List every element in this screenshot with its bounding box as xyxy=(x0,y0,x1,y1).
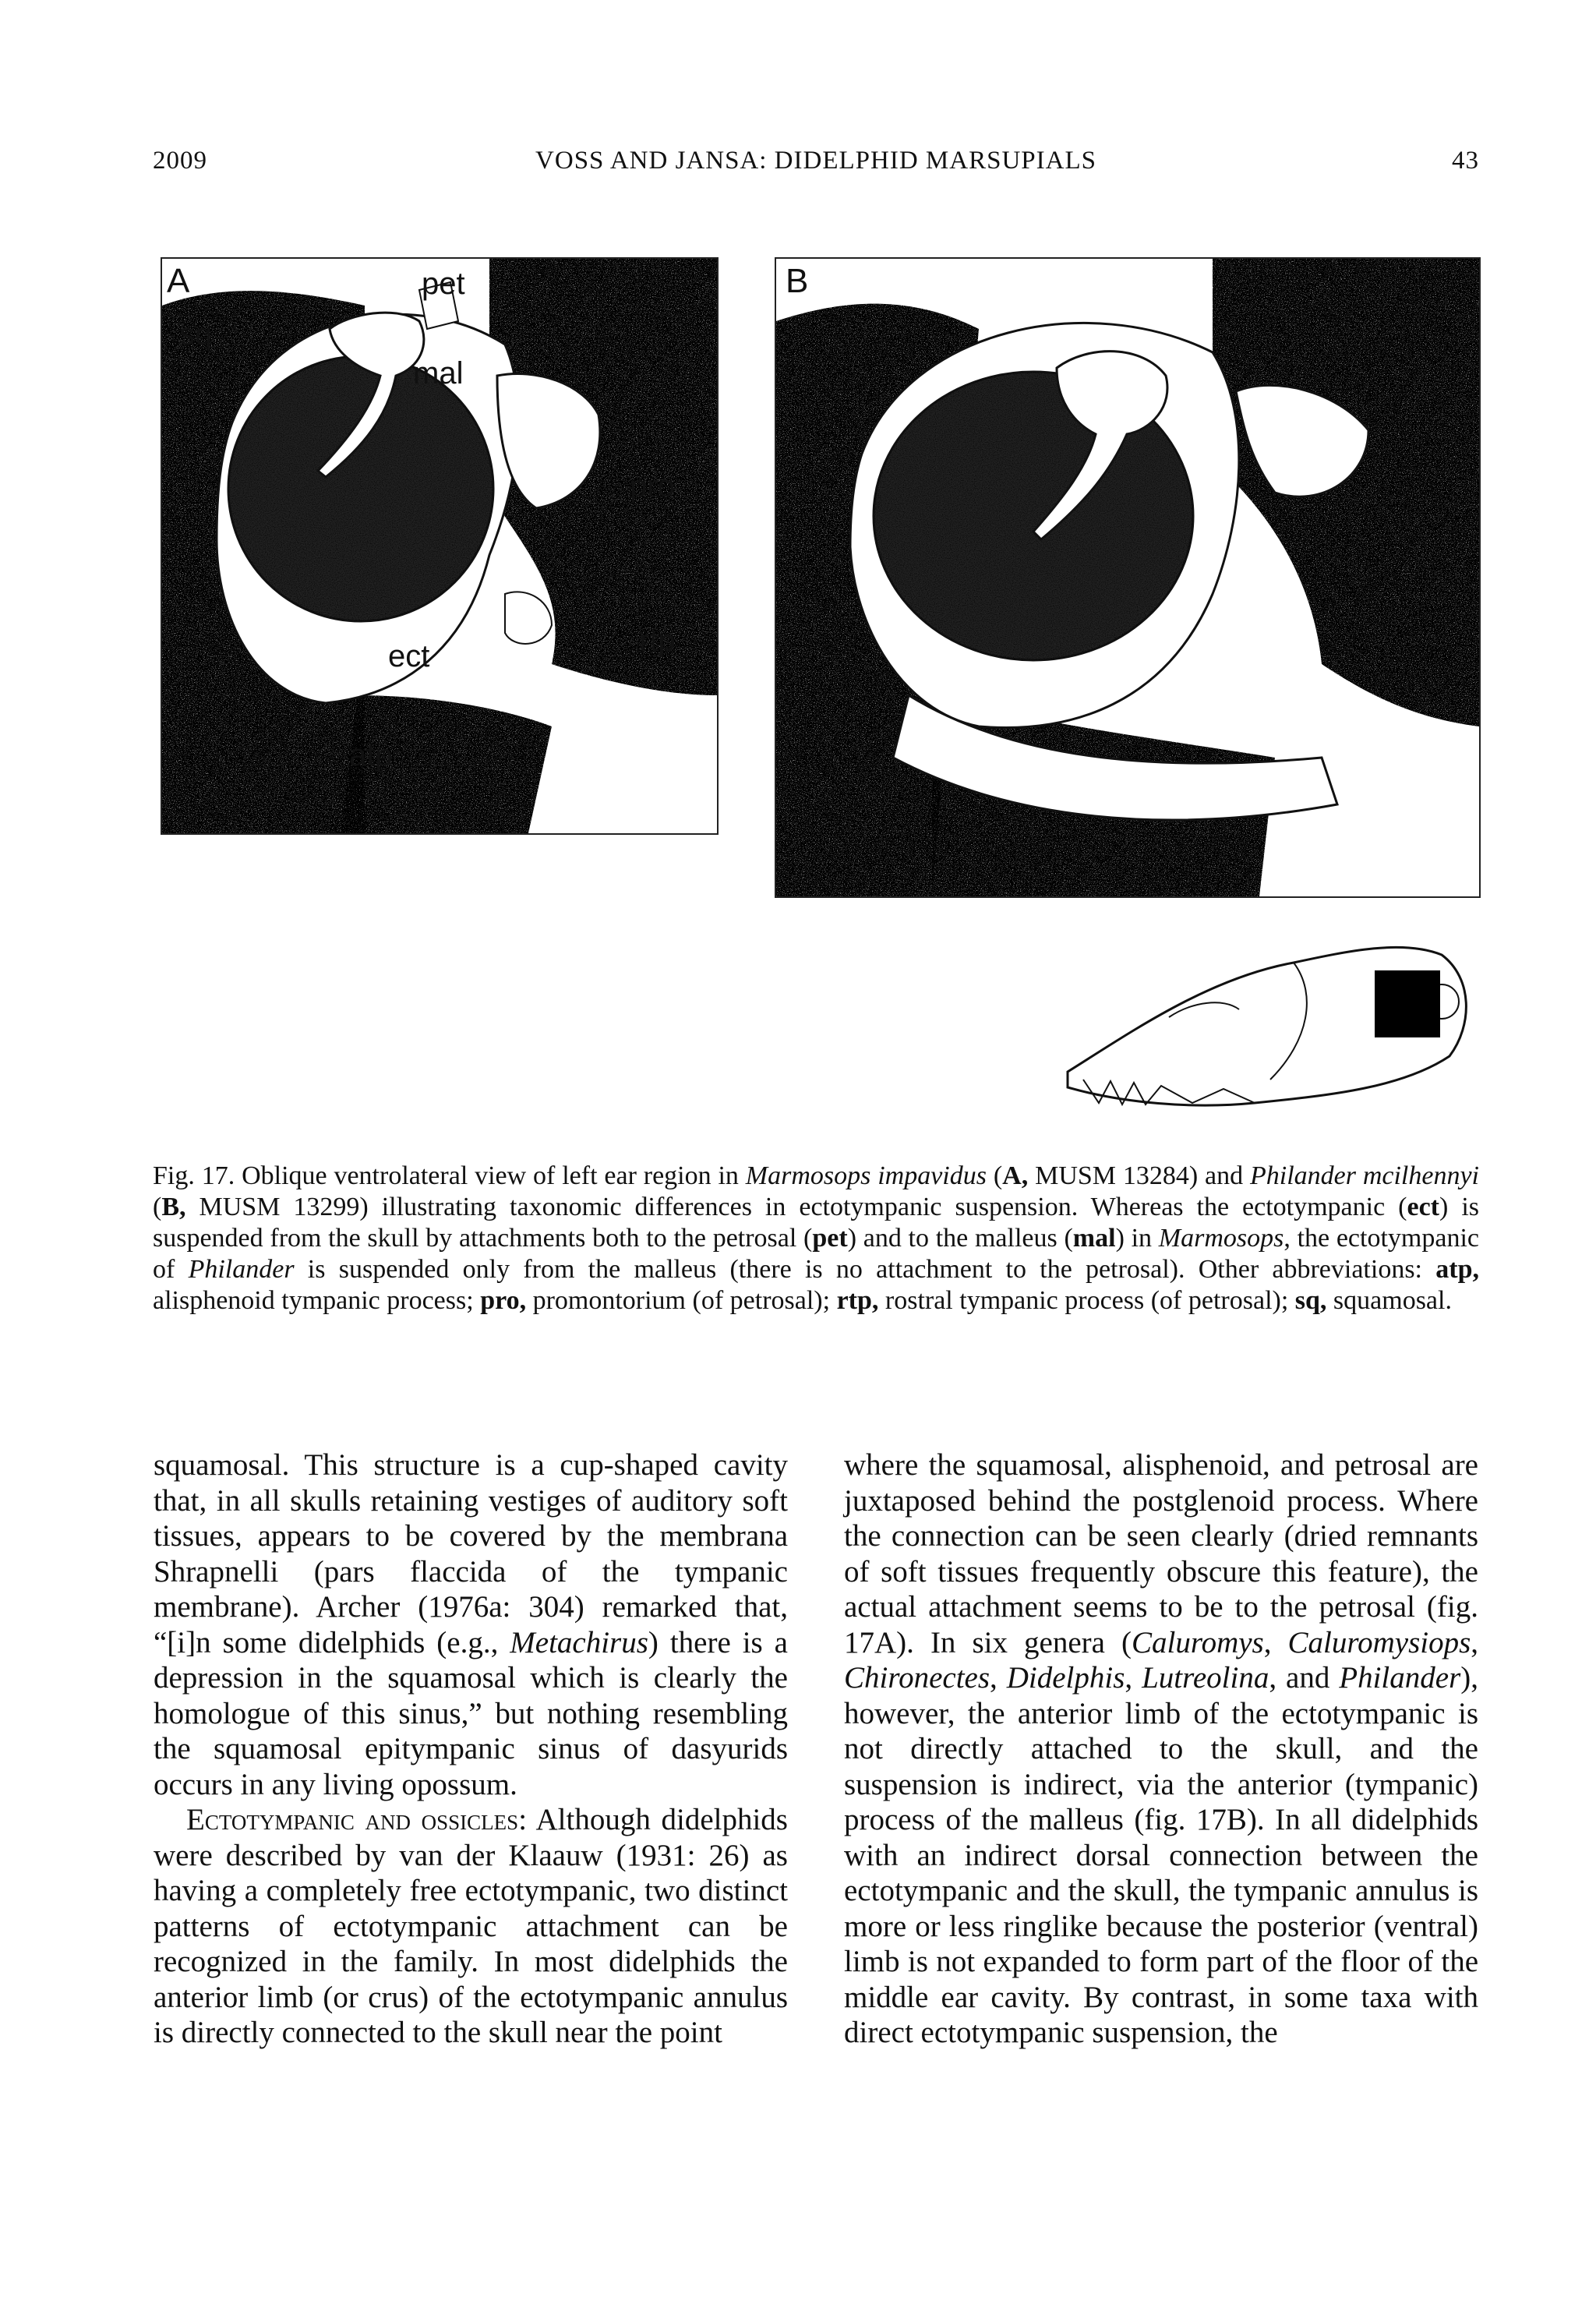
body-text: , and xyxy=(1269,1661,1340,1695)
label-rtp: rtp xyxy=(639,624,676,658)
label-pro: pro xyxy=(630,469,675,504)
caption-text: alisphenoid tympanic process; xyxy=(153,1286,481,1315)
caption-text: ( xyxy=(153,1193,162,1221)
caption-text: Oblique ventrolateral view of left ear region in xyxy=(235,1161,746,1190)
taxon-name: Chironectes xyxy=(844,1661,990,1695)
header-year: 2009 xyxy=(153,147,207,175)
caption-abbrev: mal xyxy=(1072,1224,1116,1253)
skull-orientation-sketch xyxy=(1036,908,1479,1119)
paragraph xyxy=(154,1802,788,2051)
caption-taxon: Philander mcilhennyi xyxy=(1250,1161,1480,1190)
paragraph xyxy=(154,1447,788,1802)
body-text: ), however, the anterior limb of the ectotympanic is not directly attached to the skull, and the suspension is indirect, via the anterior (tympanic) process of the malleus (fig. 17B). In all didelphids with an indirect dorsal connection between the ectotympanic and the skull, the tympanic annulus is more or less ringlike because the posterior (ventral) limb is not expanded to form part of the floor of the middle ear cavity. By contrast, in some taxa with direct ectotympanic suspension, the xyxy=(844,1661,1478,2049)
body-text: ) there is a depression in the squamosal which is clearly the homologue of this sinus,” but nothing resembling the squamosal epitympanic sinus of dasyurids occurs in any living opossum. xyxy=(154,1625,788,1801)
caption-text: promontorium (of petrosal); xyxy=(526,1286,837,1315)
header-page-number: 43 xyxy=(1452,147,1479,175)
caption-abbrev: B, xyxy=(161,1193,186,1221)
taxon-name: Philander xyxy=(1339,1661,1461,1695)
label-atp: atp xyxy=(349,738,393,772)
caption-fig-label: Fig. 17. xyxy=(153,1161,235,1190)
panel-a-drawing xyxy=(162,259,717,833)
region-indicator-box xyxy=(1375,970,1440,1037)
figure-panel-b xyxy=(775,257,1481,898)
panel-b-drawing xyxy=(776,259,1479,896)
body-text: : Although didelphids were described by van der Klaauw (1931: 26) as having a completely free ectotympanic, two distinct patterns of ectotympanic attachment can be recognized in the family. In most didelphids the anterior limb (or crus) of the ectotympanic annulus is directly connected to the skull near the point xyxy=(154,1803,788,2049)
caption-text: ) in xyxy=(1115,1224,1159,1253)
caption-taxon: Marmosops xyxy=(1158,1224,1284,1253)
taxon-name: Metachirus xyxy=(510,1625,648,1659)
caption-text: rostral tympanic process (of petrosal); xyxy=(878,1286,1295,1315)
caption-text: MUSM 13284) and xyxy=(1028,1161,1250,1190)
figure-panel-a xyxy=(161,257,719,835)
paragraph xyxy=(844,1447,1478,2051)
caption-text: ( xyxy=(986,1161,1003,1190)
caption-text: squamosal. xyxy=(1326,1286,1452,1315)
label-mal: mal xyxy=(413,356,464,391)
panel-a-letter: A xyxy=(167,262,190,300)
caption-text: ) and to the malleus ( xyxy=(847,1224,1073,1253)
caption-abbrev: atp, xyxy=(1435,1255,1479,1284)
body-text: squamosal. This structure is a cup-shaped cavity that, in all skulls retaining vestiges of auditory soft tissues, appears to be covered by the membrana Shrapnelli (pars flaccida of the tympanic membrane). Archer (1976a: 304) remarked that, “[i]n some didelphids (e.g., xyxy=(154,1448,788,1659)
running-header xyxy=(153,147,1479,186)
label-ect: ect xyxy=(388,639,430,673)
caption-abbrev: rtp, xyxy=(836,1286,879,1315)
section-heading: Ectotympanic and ossicles xyxy=(186,1803,519,1836)
body-text: , xyxy=(1263,1625,1288,1659)
taxon-name: Didelphis xyxy=(1006,1661,1125,1695)
caption-abbrev: ect xyxy=(1407,1193,1440,1221)
taxon-name: Caluromysiops xyxy=(1287,1625,1471,1659)
caption-abbrev: sq, xyxy=(1294,1286,1327,1315)
body-text: , xyxy=(1471,1625,1479,1659)
body-column-right xyxy=(844,1447,1478,2051)
taxon-name: Caluromys xyxy=(1131,1625,1264,1659)
body-text: , xyxy=(1125,1661,1142,1695)
body-text: , xyxy=(990,1661,1007,1695)
caption-taxon: Marmosops impavidus xyxy=(745,1161,987,1190)
caption-text: MUSM 13299) illustrating taxonomic differences in ectotympanic suspension. Whereas the ectotympanic ( xyxy=(185,1193,1407,1221)
body-text: where the squamosal, alisphenoid, and petrosal are juxtaposed behind the postglenoid process. Where the connection can be seen clearly (dried remnants of soft tissues frequently obscure this feature), the actual attachment seems to be to the petrosal (fig. 17A). In six genera ( xyxy=(844,1448,1478,1659)
taxon-name: Lutreolina xyxy=(1142,1661,1269,1695)
body-column-left xyxy=(154,1447,788,2051)
header-title: VOSS AND JANSA: DIDELPHID MARSUPIALS xyxy=(535,147,1096,175)
caption-text: , the ectotympanic of xyxy=(153,1224,1479,1284)
caption-abbrev: pet xyxy=(812,1224,848,1253)
figure-caption xyxy=(153,1161,1479,1317)
caption-text: is suspended only from the malleus (there is no attachment to the petrosal). Other abbreviations: xyxy=(294,1255,1436,1284)
caption-abbrev: A, xyxy=(1002,1161,1029,1190)
caption-abbrev: pro, xyxy=(480,1286,527,1315)
caption-taxon: Philander xyxy=(188,1255,295,1284)
panel-b-letter: B xyxy=(786,262,809,300)
caption-text: ) is suspended from the skull by attachments both to the petrosal ( xyxy=(153,1193,1480,1253)
label-pet: pet xyxy=(422,267,465,301)
label-sq: sq xyxy=(179,317,213,352)
